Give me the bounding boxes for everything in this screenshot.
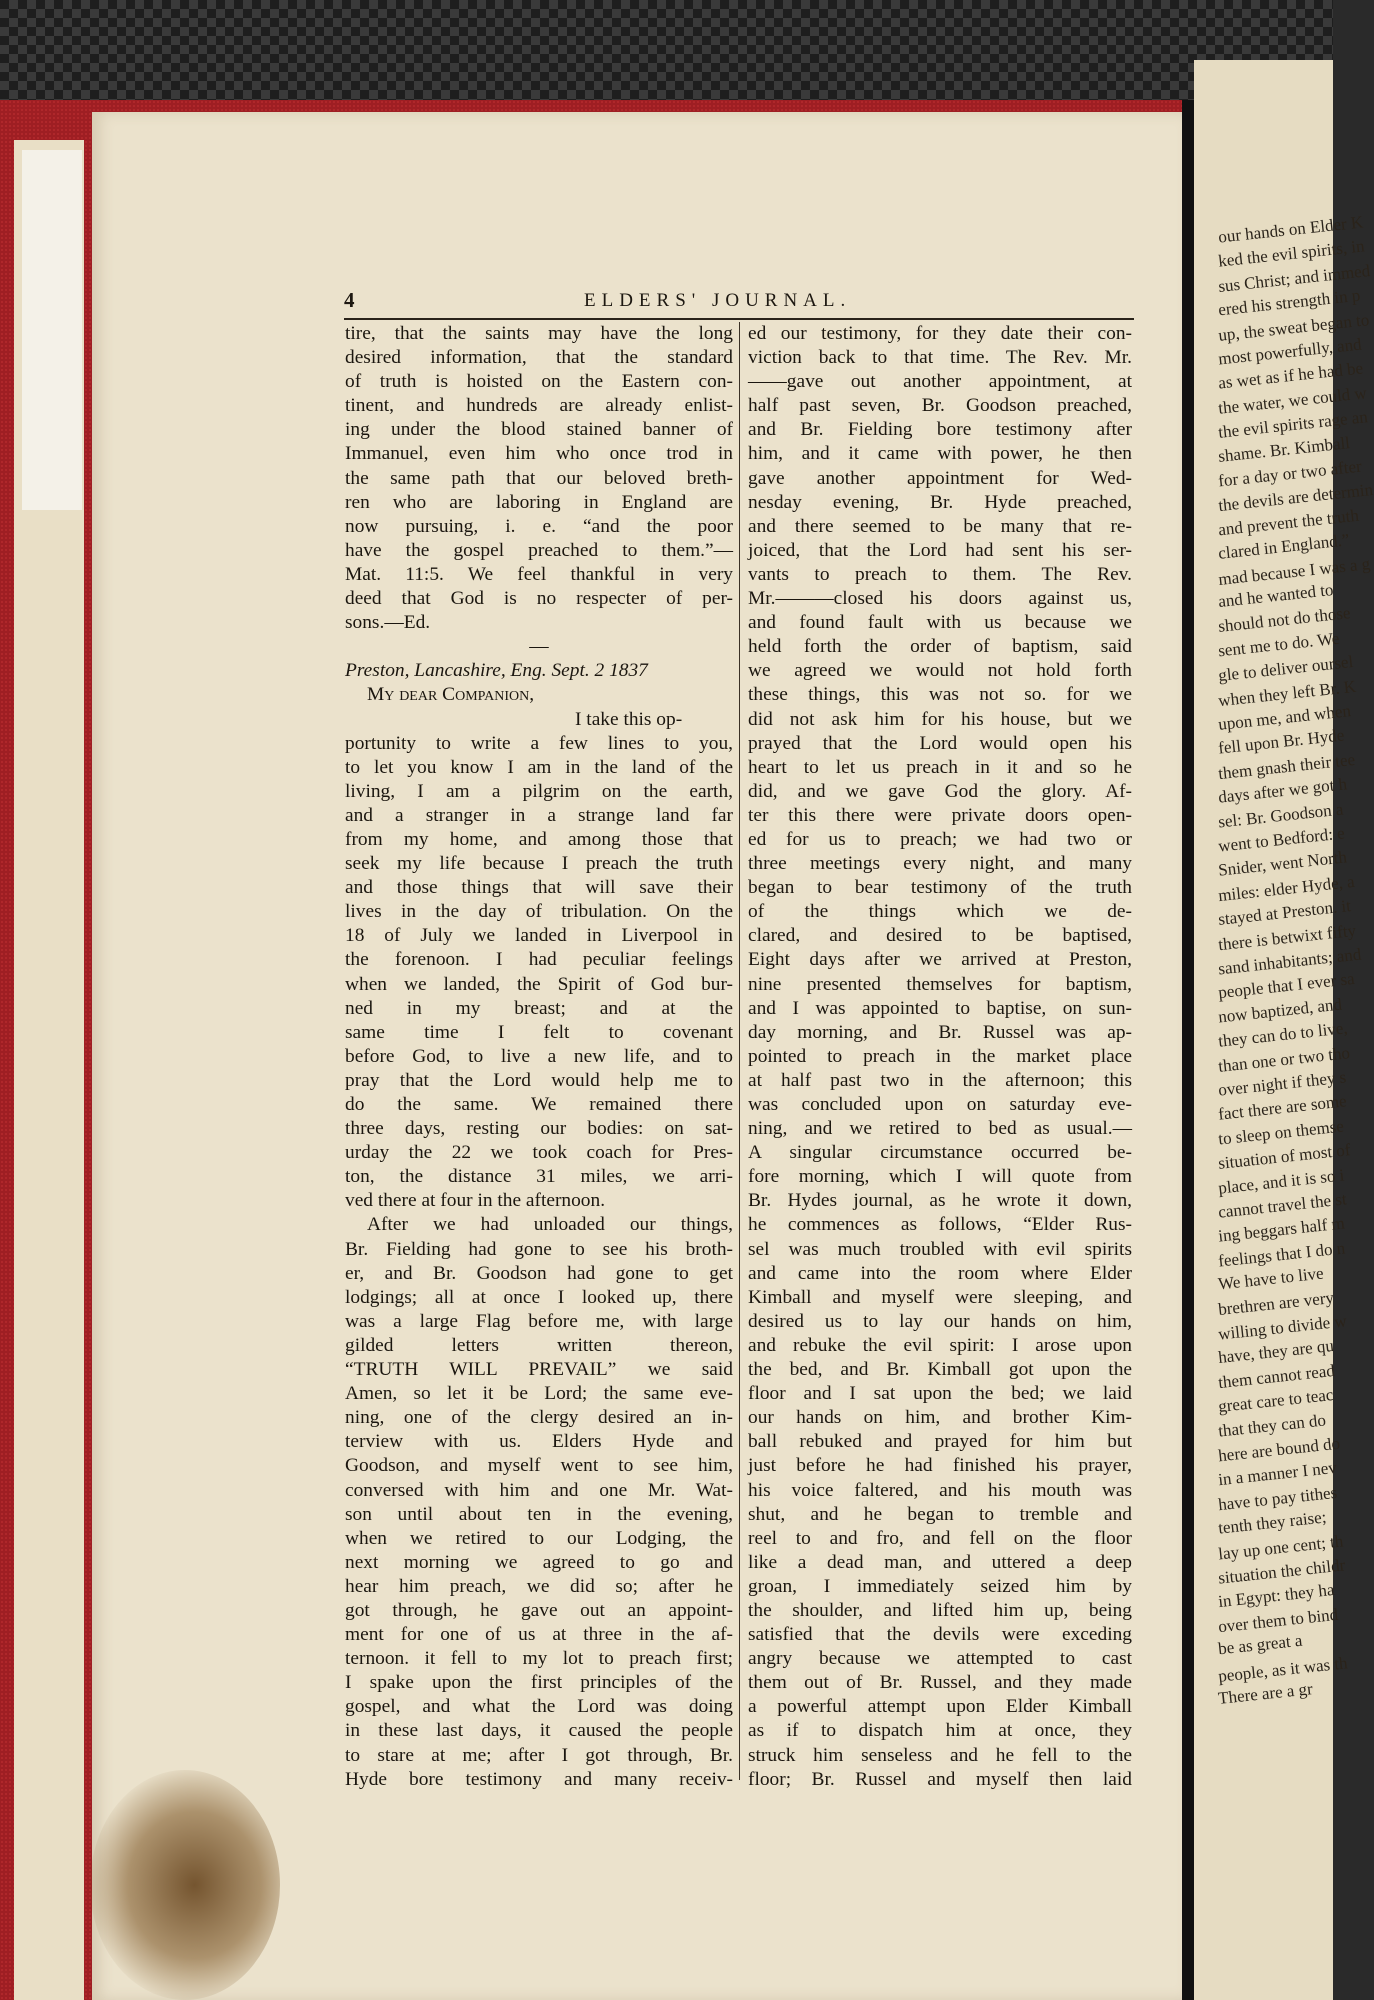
text-line: lives in the day of tribulation. On the [345, 901, 733, 923]
facing-page-line: Snider, went North [1217, 847, 1348, 881]
text-line: 18 of July we landed in Liverpool in [345, 925, 733, 947]
text-line: clared, and desired to be baptised, [748, 925, 1132, 947]
text-line: heart to let us preach in it and so he [748, 756, 1132, 778]
text-line: ning, and we retired to bed as usual.— [748, 1118, 1132, 1140]
text-line: Hyde bore testimony and many receiv- [345, 1768, 733, 1790]
facing-page-line: ing beggars half m [1217, 1213, 1346, 1246]
text-line: gave another appointment for Wed- [748, 467, 1132, 489]
right-column [748, 322, 1132, 1792]
text-line: and there seemed to be many that re- [748, 515, 1132, 537]
text-line: began to bear testimony of the truth [748, 877, 1132, 899]
text-line: nine presented themselves for baptism, [748, 973, 1132, 995]
facing-page-line: went to Bedford: e [1217, 823, 1346, 856]
facing-page-line: the devils are determin [1217, 480, 1374, 516]
text-line: pointed to preach in the market place [748, 1045, 1132, 1067]
facing-page-line: upon me, and when [1217, 701, 1352, 734]
text-line: and a stranger in a strange land far [345, 804, 733, 826]
text-line: ned in my breast; and at the [345, 997, 733, 1019]
text-line: have the gospel preached to them.”— [345, 539, 733, 561]
text-line: urday the 22 we took coach for Pres- [345, 1142, 733, 1164]
text-line: I spake upon the first principles of the [345, 1672, 733, 1694]
text-line: hear him preach, we did so; after he [345, 1575, 733, 1597]
text-line: Eight days after we arrived at Preston, [748, 949, 1132, 971]
text-line: got through, he gave out an appoint- [345, 1599, 733, 1621]
text-line: ning, one of the clergy desired an in- [345, 1407, 733, 1429]
facing-page-line: miles: elder Hyde, a [1217, 871, 1356, 905]
text-line: ed for us to preach; we had two or [748, 828, 1132, 850]
text-line: as if to dispatch him at once, they [748, 1720, 1132, 1742]
text-line: to let you know I am in the land of the [345, 756, 733, 778]
text-line: do the same. We remained there [345, 1094, 733, 1115]
facing-page-line: feelings that I do n [1217, 1238, 1347, 1271]
facing-page-line: there is betwixt fifty [1217, 920, 1357, 954]
text-line: desired information, that the standard [345, 347, 733, 369]
facing-page-line: and prevent the truth [1217, 505, 1360, 540]
facing-page-line: in a manner I nev [1217, 1458, 1338, 1490]
text-line: angry because we attempted to cast [748, 1648, 1132, 1670]
facing-page-line: fact there are some [1217, 1091, 1348, 1125]
facing-page-line: should not do those [1217, 603, 1352, 637]
facing-page-line: fell upon Br. Hyde [1217, 725, 1346, 758]
text-line: tinent, and hundreds are already enlist- [345, 395, 733, 417]
text-line: day morning, and Br. Russel was ap- [748, 1021, 1132, 1043]
facing-page-line: tenth they raise; [1217, 1507, 1328, 1538]
facing-page-line: people, as it was th [1217, 1652, 1349, 1686]
text-line: son until about ten in the evening, [345, 1503, 733, 1525]
text-line: three days, resting our bodies: on sat- [345, 1118, 733, 1140]
facing-page-line: they can do to live, [1217, 1018, 1349, 1051]
facing-page-line: most powerfully, and [1217, 334, 1363, 369]
text-line: conversed with him and one Mr. Wat- [345, 1479, 733, 1501]
facing-page-line: over night if they s [1217, 1067, 1348, 1100]
facing-page-line: cannot travel the st [1217, 1189, 1348, 1222]
text-line: before God, to live a new life, and to [345, 1045, 733, 1067]
text-line: Br. Hydes journal, as he wrote it down, [748, 1190, 1132, 1212]
text-line: sel was much troubled with evil spirits [748, 1238, 1132, 1260]
facing-page-line: sent me to do. We [1217, 628, 1341, 661]
page-header [344, 288, 1134, 312]
facing-page-line: We have to live [1217, 1263, 1325, 1294]
text-line: and Br. Fielding bore testimony after [748, 419, 1132, 441]
text-line: groan, I immediately seized him by [748, 1575, 1132, 1597]
text-line: A singular circumstance occurred be- [748, 1142, 1132, 1164]
text-line: deed that God is no respecter of per- [345, 588, 733, 610]
facing-page-line: over them to bind [1217, 1604, 1340, 1637]
facing-page-line: up, the sweat began to [1217, 309, 1371, 345]
facing-page-line: sus Christ; and immed [1217, 260, 1372, 296]
water-stain [90, 1770, 280, 2000]
text-line: gospel, and what the Lord was doing [345, 1696, 733, 1718]
text-line: of truth is hoisted on the Eastern con- [345, 371, 733, 393]
facing-page-line: for a day or two after [1217, 456, 1363, 491]
text-line: gilded letters written thereon, [345, 1334, 733, 1356]
text-line: was concluded upon on saturday eve- [748, 1094, 1132, 1115]
facing-page-line: as wet as if he had be [1217, 358, 1364, 393]
text-line: and rebuke the evil spirit: I arose upon [748, 1334, 1132, 1356]
text-line: just before he had finished his prayer, [748, 1455, 1132, 1477]
facing-page-line: situation the childr [1217, 1555, 1347, 1588]
text-line: them out of Br. Russel, and they made [748, 1672, 1132, 1694]
text-line: like a dead man, and uttered a deep [748, 1551, 1132, 1573]
facing-page-line: have, they are qu [1217, 1336, 1335, 1368]
facing-page-line: and he wanted to [1217, 580, 1335, 611]
text-line: shut, and he began to tremble and [748, 1503, 1132, 1525]
facing-page-line: shame. Br. Kimball [1217, 432, 1351, 466]
facing-page-line: sand inhabitants; and [1217, 944, 1363, 979]
facing-page-line: ked the evil spirits, in [1217, 236, 1366, 272]
text-line: My dear Companion, [367, 684, 535, 706]
text-line: sons.—Ed. [345, 612, 431, 634]
text-line: ment for one of us at three in the af- [345, 1624, 733, 1646]
text-line: to stare at me; after I got through, Br. [345, 1744, 733, 1766]
text-line: ing under the blood stained banner of [345, 419, 733, 441]
text-line: reel to and fro, and fell on the floor [748, 1527, 1132, 1549]
text-line: three meetings every night, and many [748, 853, 1132, 875]
text-line: now pursuing, i. e. “and the poor [345, 515, 733, 537]
facing-page-line: gle to deliver oursel [1217, 652, 1355, 686]
text-line: did, and we gave God the glory. Af- [748, 780, 1132, 802]
text-line: and found fault with us because we [748, 612, 1132, 634]
facing-page-line: to sleep on themse [1217, 1116, 1345, 1149]
facing-page-line: lay up one cent; th [1217, 1531, 1345, 1564]
text-line: a powerful attempt upon Elder Kimball [748, 1696, 1132, 1718]
facing-page-line: mad because I was a g [1217, 553, 1371, 589]
running-title: ELDERS' JOURNAL. [584, 290, 852, 311]
text-line: Kimball and myself were sleeping, and [748, 1286, 1132, 1308]
text-line: floor and I sat upon the bed; we laid [748, 1383, 1132, 1405]
text-line: next morning we agreed to go and [345, 1551, 733, 1573]
book-gutter [1182, 100, 1194, 2000]
facing-page-line: willing to divide w [1217, 1311, 1348, 1344]
facing-page-line: people that I ever sa [1217, 969, 1356, 1003]
text-line: “TRUTH WILL PREVAIL” we said [345, 1359, 733, 1381]
facing-page-line: here are bound do [1217, 1433, 1341, 1466]
text-line: I take this op- [575, 708, 683, 730]
text-line: the forenoon. I had peculiar feelings [345, 949, 733, 971]
facing-page-line: There are a gr [1217, 1679, 1314, 1708]
facing-page-line: stayed at Preston. it [1217, 896, 1352, 930]
text-line: lodgings; all at once I looked up, there [345, 1286, 733, 1308]
header-rule [344, 318, 1134, 320]
text-line: joiced, that the Lord had sent his ser- [748, 539, 1132, 561]
text-line: terview with us. Elders Hyde and [345, 1431, 733, 1453]
facing-page-line: in Egypt: they ha [1217, 1580, 1336, 1612]
facing-page-line: be as great a [1217, 1630, 1304, 1659]
facing-page [1194, 60, 1374, 2000]
facing-page-line: sel: Br. Goodson a [1217, 799, 1345, 832]
text-line: vants to preach to them. The Rev. [748, 563, 1132, 585]
facing-page-line: them gnash their tee [1217, 749, 1356, 783]
text-line: his voice faltered, and his mouth was [748, 1479, 1132, 1501]
facing-page-line: situation of most of [1217, 1140, 1352, 1174]
text-line: we agreed we would not hold forth [748, 660, 1132, 682]
text-line: the shoulder, and lifted him up, being [748, 1599, 1132, 1621]
text-line: Goodson, and myself went to see him, [345, 1455, 733, 1477]
facing-page-line: brethren are very [1217, 1287, 1335, 1319]
facing-page-line: the water, we could w [1217, 383, 1368, 418]
text-line: ton, the distance 31 miles, we arri- [345, 1166, 733, 1188]
text-line: struck him senseless and he fell to the [748, 1744, 1132, 1766]
text-line: er, and Br. Goodson had gone to get [345, 1262, 733, 1284]
facing-page-line: great care to teac [1217, 1385, 1335, 1417]
text-line: he commences as follows, “Elder Rus- [748, 1214, 1132, 1236]
text-line: — [529, 636, 549, 658]
text-line: After we had unloaded our things, [367, 1214, 733, 1236]
text-line: in these last days, it caused the people [345, 1720, 733, 1742]
left-column [345, 322, 733, 1792]
text-line: ——gave out another appointment, at [748, 371, 1132, 393]
text-line: ved there at four in the afternoon. [345, 1190, 606, 1212]
text-line: ternoon. it fell to my lot to preach first; [345, 1648, 733, 1670]
text-line: at half past two in the afternoon; this [748, 1069, 1132, 1091]
text-line: Immanuel, even him who once trod in [345, 443, 733, 465]
facing-page-line: have to pay tithes [1217, 1482, 1339, 1514]
text-line: when we retired to our Lodging, the [345, 1527, 733, 1549]
facing-page-line: the evil spirits rage an [1217, 407, 1369, 442]
text-line: and those things that will save their [345, 877, 733, 899]
text-line: did not ask him for his house, but we [748, 708, 1132, 730]
facing-page-line: place, and it is so i [1217, 1165, 1346, 1198]
facing-page-line: days after we got h [1217, 774, 1348, 807]
facing-page-line: now baptized, and [1217, 994, 1343, 1027]
text-line: the bed, and Br. Kimball got upon the [748, 1359, 1132, 1381]
text-line: pray that the Lord would help me to [345, 1069, 733, 1091]
column-divider [739, 322, 740, 1780]
text-line: portunity to write a few lines to you, [345, 732, 733, 754]
text-line: him, and it came with power, he then [748, 443, 1132, 465]
text-line: Br. Fielding had gone to see his broth- [345, 1238, 733, 1260]
text-line: the same path that our beloved breth- [345, 467, 733, 489]
text-line: satisfied that the devils were exceding [748, 1624, 1132, 1646]
text-line: and came into the room where Elder [748, 1262, 1132, 1284]
text-line: ren who are laboring in England are [345, 491, 733, 513]
facing-page-line: ered his strength in p [1217, 285, 1362, 320]
text-line: floor; Br. Russel and myself then laid [748, 1768, 1132, 1790]
facing-page-line: that they can do [1217, 1409, 1327, 1441]
text-line: of the things which we de- [748, 901, 1132, 923]
text-line: same time I felt to covenant [345, 1021, 733, 1043]
text-line: seek my life because I preach the truth [345, 853, 733, 875]
text-line: fore morning, which I will quote from [748, 1166, 1132, 1188]
facing-page-line: them cannot read [1217, 1360, 1336, 1392]
text-line: our hands on him, and brother Kim- [748, 1407, 1132, 1429]
text-line: nesday evening, Br. Hyde preached, [748, 491, 1132, 513]
text-line: Mat. 11:5. We feel thankful in very [345, 563, 733, 585]
text-line: Mr.———closed his doors against us, [748, 588, 1132, 610]
text-line: was a large Flag before me, with large [345, 1310, 733, 1332]
text-line: prayed that the Lord would open his [748, 732, 1132, 754]
text-line: Amen, so let it be Lord; the same eve- [345, 1383, 733, 1405]
text-line: tire, that the saints may have the long [345, 323, 733, 344]
text-line: ter this there were private doors open- [748, 804, 1132, 826]
paper-tag [22, 150, 82, 510]
text-line: when we landed, the Spirit of God bur- [345, 973, 733, 995]
text-line: held forth the order of baptism, said [748, 636, 1132, 658]
facing-page-line: when they left Br. K [1217, 676, 1357, 710]
text-line: from my home, and among those that [345, 828, 733, 850]
facing-page-line: our hands on Elder K [1217, 212, 1364, 247]
facing-page-line: clared in England.” [1217, 530, 1351, 564]
text-line: half past seven, Br. Goodson preached, [748, 395, 1132, 417]
text-line: living, I am a pilgrim on the earth, [345, 780, 733, 802]
text-line: desired us to lay our hands on him, [748, 1310, 1132, 1332]
page-number: 4 [344, 288, 355, 312]
text-line: Preston, Lancashire, Eng. Sept. 2 1837 [345, 660, 648, 682]
text-line: and I was appointed to baptise, on sun- [748, 997, 1132, 1019]
text-line: these things, this was not so. for we [748, 684, 1132, 706]
text-line: ed our testimony, for they date their con- [748, 323, 1132, 344]
text-line: ball rebuked and prayed for him but [748, 1431, 1132, 1453]
text-line: viction back to that time. The Rev. Mr. [748, 347, 1132, 369]
facing-page-line: than one or two tho [1217, 1042, 1351, 1076]
